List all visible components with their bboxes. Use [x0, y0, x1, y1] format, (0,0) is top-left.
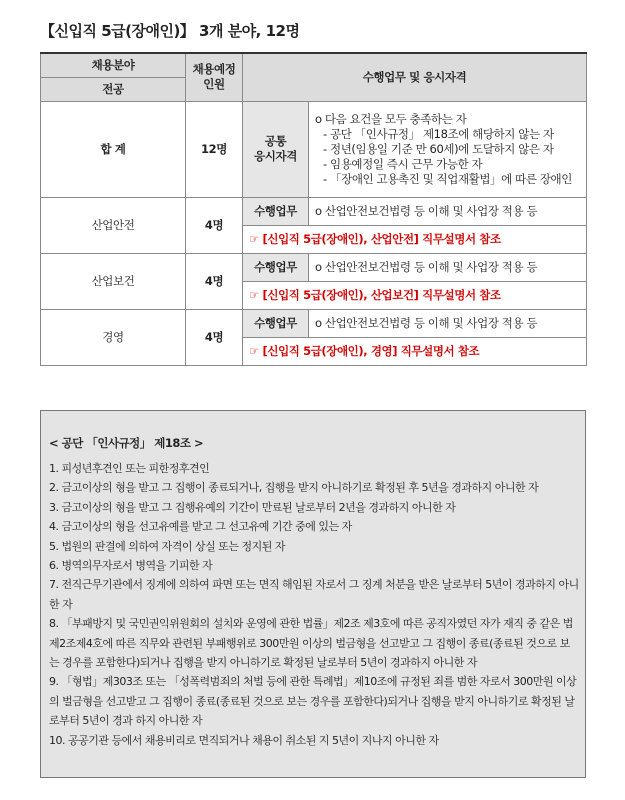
header-major: 전공	[41, 77, 186, 101]
list-item: 8. 「부패방지 및 국민권익위원회의 설치와 운영에 관한 법률」제2조 제3호에 따른 공직자였던 자가 재직 중 같은 법 제2조제4호에 따른 직무와 관련된 부패행위로 300만원 이상의 벌금형을 선고받고 그 집행이 종료(종료된 것으로 보는 경우를 포함한다)되거나 집행을 받지 아니하기로 확정된 날로부터 5년이 경과하지 아니한 자	[49, 617, 573, 670]
list-item: 10. 공공기관 등에서 채용비리로 면직되거나 채용이 취소된 지 5년이 지나지 아니한 자	[49, 733, 439, 747]
duty-label: 수행업무	[243, 309, 309, 337]
page-title: 【신입직 5급(장애인)】 3개 분야, 12명	[40, 22, 300, 40]
total-count: 12명	[186, 101, 243, 197]
job-description-reference: ☞ [신입직 5급(장애인), 산업보건] 직무설명서 참조	[243, 281, 587, 309]
requirement-item: - 공단 「인사규정」 제18조에 해당하지 않는 자	[323, 126, 554, 141]
header-field: 채용분야	[41, 53, 186, 77]
duty-label: 수행업무	[243, 253, 309, 281]
regulation-title: < 공단 「인사규정」 제18조 >	[49, 436, 204, 450]
list-item: 5. 법원의 판결에 의하여 자격이 상실 또는 정지된 자	[49, 539, 285, 553]
header-duties: 수행업무 및 응시자격	[243, 53, 587, 101]
regulation-list	[49, 459, 579, 750]
list-item: 9. 「형법」제303조 또는 「성폭력범죄의 처벌 등에 관한 특례법」제10조에 규정된 죄를 범한 자로서 300만원 이상의 벌금형을 선고받고 그 집행이 종료(종료된 것으로 보는 경우를 포함한다)되거나 집행을 받지 아니하기로 확정된 날로부터 5년이 경과 하지 아니한 자	[49, 675, 577, 728]
duty-text: o 산업안전보건법령 등 이해 및 사업장 적용 등	[309, 253, 587, 281]
list-item: 2. 금고이상의 형을 받고 그 집행이 종료되거나, 집행을 받지 아니하기로 확정된 후 5년을 경과하지 아니한 자	[49, 481, 539, 495]
common-qualifications-label: 공통 응시자격	[243, 101, 309, 197]
regulation-box	[40, 410, 586, 778]
requirement-item: - 「장애인 고용촉진 및 직업재활법」에 따른 장애인	[323, 171, 572, 186]
recruitment-table	[40, 52, 587, 366]
job-description-reference: ☞ [신입직 5급(장애인), 경영] 직무설명서 참조	[243, 337, 587, 365]
field-cell: 경영	[41, 309, 186, 365]
list-item: 6. 병역의무자로서 병역을 기피한 자	[49, 559, 213, 573]
requirement-item: - 임용예정일 즉시 근무 가능한 자	[323, 156, 483, 171]
duty-text: o 산업안전보건법령 등 이해 및 사업장 적용 등	[309, 309, 587, 337]
requirement-item: o 다음 요건을 모두 충족하는 자	[315, 111, 467, 126]
count-cell: 4명	[186, 309, 243, 365]
job-description-reference: ☞ [신입직 5급(장애인), 산업안전] 직무설명서 참조	[243, 225, 587, 253]
header-headcount: 채용예정 인원	[186, 53, 243, 101]
field-cell: 산업보건	[41, 253, 186, 309]
field-cell: 산업안전	[41, 197, 186, 253]
list-item: 3. 금고이상의 형을 받고 그 집행유예의 기간이 만료된 날로부터 2년을 경과하지 아니한 자	[49, 500, 456, 514]
common-qualifications	[309, 101, 587, 197]
count-cell: 4명	[186, 253, 243, 309]
duty-label: 수행업무	[243, 197, 309, 225]
requirement-item: - 정년(임용일 기준 만 60세)에 도달하지 않은 자	[323, 141, 554, 156]
list-item: 4. 금고이상의 형을 선고유예를 받고 그 선고유예 기간 중에 있는 자	[49, 520, 352, 534]
list-item: 7. 전직근무기관에서 징계에 의하여 파면 또는 면직 해임된 자로서 그 징계 처분을 받은 날로부터 5년이 경과하지 아니한 자	[49, 578, 579, 611]
count-cell: 4명	[186, 197, 243, 253]
total-label: 합 계	[41, 101, 186, 197]
list-item: 1. 피성년후견인 또는 피한정후견인	[49, 462, 210, 475]
duty-text: o 산업안전보건법령 등 이해 및 사업장 적용 등	[309, 197, 587, 225]
